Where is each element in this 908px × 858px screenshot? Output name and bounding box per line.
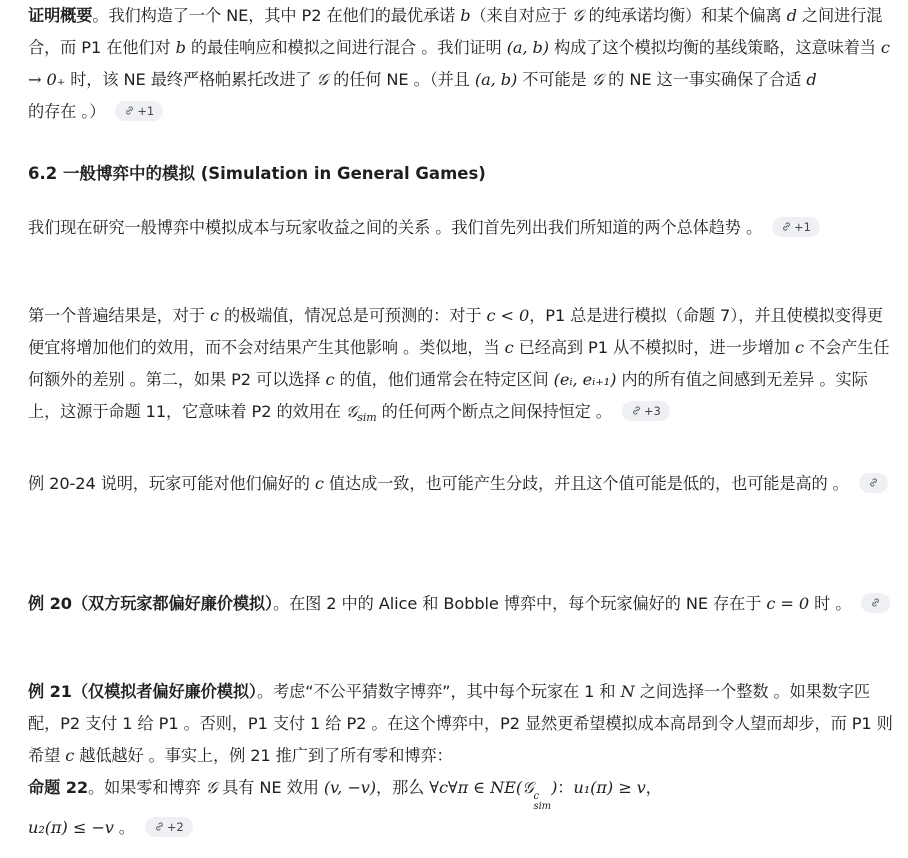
example-21-label: 例 21（仅模拟者偏好廉价模拟）	[28, 682, 257, 701]
example-21-paragraph: 例 21（仅模拟者偏好廉价模拟）。考虑“不公平猜数字博弈”，其中每个玩家在 1 和 N 之间选择一个整数 。如果数字匹配，P2 支付 1 给 P1 。否则，P1 支付 1 给 P2 。在这个博弈中，P2 显然更希望模拟成本高昂到令人望而却步，而 P1 则希望 c 越低越好 。事实上，例 21 推广到了所有零和博弈： 命题 22。如果零和博弈 𝒢 具有 NE 效用 (v, −v)，那么 ∀c∀π ∈ NE(𝒢 c sim )：u₁(π) ≥ v， u₂(π) ≤ −v 。 +2	[28, 682, 893, 837]
citation-chip[interactable]	[861, 593, 890, 613]
citation-chip[interactable]	[859, 473, 888, 493]
citation-chip[interactable]: +2	[145, 817, 193, 837]
general-results-paragraph: 第一个普遍结果是，对于 c 的极端值，情况总是可预测的：对于 c < 0，P1 总是进行模拟（命题 7），并且使模拟变得更便宜将增加他们的效用，而不会对结果产生其他影响 。类似地，当 c 已经高到 P1 从不模拟时，进一步增加 c 不会产生任何额外的差别 。第二，如果 P2 可以选择 c 的值，他们通常会在特定区间 (eᵢ, eᵢ₊₁) 内的所有值之间感到无差异 。实际上，这源于命题 11，它意味着 P2 的效用在 𝒢$_{sim}$ 的任何两个断点之间保持恒定 。 +3	[28, 306, 890, 425]
examples-intro-paragraph: 例 20-24 说明，玩家可能对他们偏好的 c 值达成一致，也可能产生分歧，并且这个值可能是低的，也可能是高的 。	[28, 468, 896, 500]
intro-paragraph: 我们现在研究一般博弈中模拟成本与玩家收益之间的关系 。我们首先列出我们所知道的两个总体趋势 。 +1	[28, 212, 896, 244]
example-20-paragraph: 例 20（双方玩家都偏好廉价模拟）。在图 2 中的 Alice 和 Bobble 博弈中，每个玩家偏好的 NE 存在于 c = 0 时 。	[28, 588, 896, 620]
proof-sketch-paragraph: 证明概要。我们构造了一个 NE，其中 P2 在他们的最优承诺 b（来自对应于 𝒢 的纯承诺均衡）和某个偏离 d 之间进行混合，而 P1 在他们对 b 的最佳响应和模拟之间进行混合 。我们证明 (a, b) 构成了这个模拟均衡的基线策略，这意味着当 c → 0₊ 时，该 NE 最终严格帕累托改进了 𝒢 的任何 NE 。（并且 (a, b) 不可能是 𝒢 的 NE 这一事实确保了合适 d 的存在 。） +1	[28, 6, 890, 121]
citation-chip[interactable]: +1	[115, 101, 163, 121]
link-icon	[124, 105, 135, 116]
link-icon	[868, 477, 879, 488]
link-icon	[870, 597, 881, 608]
example-20-label: 例 20（双方玩家都偏好廉价模拟）	[28, 594, 273, 613]
proof-sketch-label: 证明概要	[28, 6, 93, 25]
citation-chip[interactable]: +1	[772, 217, 820, 237]
link-icon	[781, 221, 792, 232]
link-icon	[631, 405, 642, 416]
proposition-22-label: 命题 22	[28, 778, 89, 797]
section-heading: 6.2 一般博弈中的模拟 (Simulation in General Games)	[28, 164, 486, 183]
link-icon	[154, 821, 165, 832]
citation-chip[interactable]: +3	[622, 401, 670, 421]
